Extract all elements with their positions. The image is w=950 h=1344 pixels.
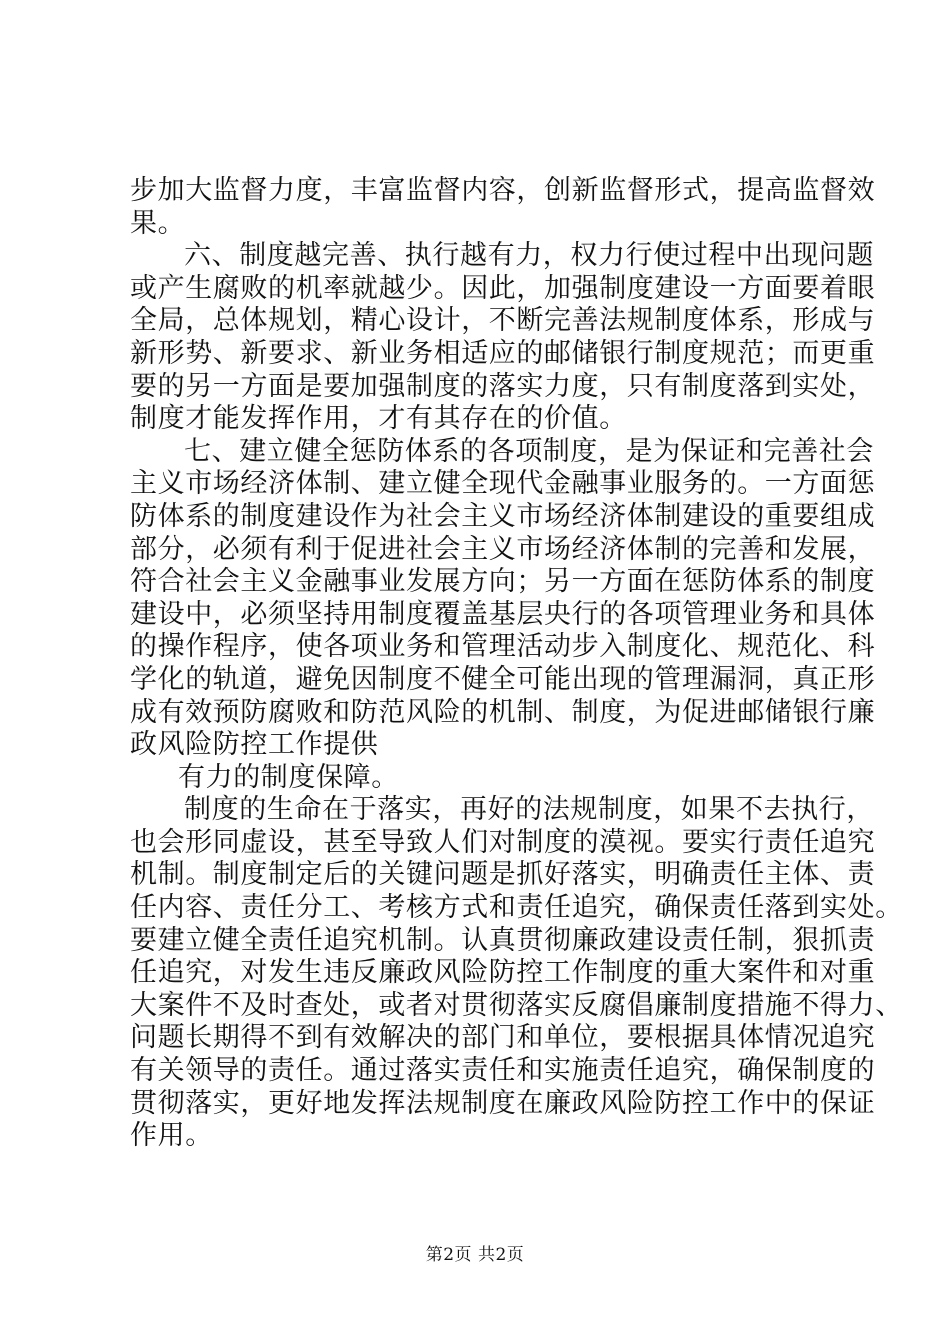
- text-line: 要建立健全责任追究机制。认真贯彻廉政建设责任制，狠抓责: [130, 924, 876, 956]
- text-line: 政风险防控工作提供: [130, 729, 379, 761]
- text-line: 制度才能发挥作用，才有其存在的价值。: [130, 403, 627, 435]
- page-number-footer: 第2页 共2页: [425, 1245, 525, 1265]
- paragraph-implementation-start: 制度的生命在于落实，再好的法规制度，如果不去执行，: [184, 794, 874, 826]
- text-line: 果。: [130, 207, 186, 239]
- text-line: 主义市场经济体制、建立健全现代金融事业服务的。一方面惩: [130, 468, 876, 500]
- body-text: [130, 175, 903, 1153]
- paragraph-continuation: 有力的制度保障。: [178, 761, 399, 793]
- text-line: 问题长期得不到有效解决的部门和单位，要根据具体情况追究: [130, 1022, 876, 1054]
- text-line: 部分，必须有利于促进社会主义市场经济体制的完善和发展，: [130, 533, 876, 565]
- text-line: 或产生腐败的机率就越少。因此，加强制度建设一方面要着眼: [130, 272, 876, 304]
- text-line: 防体系的制度建设作为社会主义市场经济体制建设的重要组成: [130, 500, 876, 532]
- text-line: 建设中，必须坚持用制度覆盖基层央行的各项管理业务和具体: [130, 598, 876, 630]
- text-line: 也会形同虚设，甚至导致人们对制度的漠视。要实行责任追究: [130, 826, 876, 858]
- text-line: 要的另一方面是要加强制度的落实力度，只有制度落到实处，: [130, 370, 876, 402]
- text-line: 的操作程序，使各项业务和管理活动步入制度化、规范化、科: [130, 631, 876, 663]
- paragraph-six-start: 六、制度越完善、执行越有力，权力行使过程中出现问题: [184, 240, 874, 272]
- text-line: 有关领导的责任。通过落实责任和实施责任追究，确保制度的: [130, 1055, 876, 1087]
- text-line: 成有效预防腐败和防范风险的机制、制度，为促进邮储银行廉: [130, 696, 876, 728]
- text-line: 符合社会主义金融事业发展方向；另一方面在惩防体系的制度: [130, 566, 876, 598]
- text-line: 任追究，对发生违反廉政风险防控工作制度的重大案件和对重: [130, 957, 876, 989]
- text-line: 机制。制度制定后的关键问题是抓好落实，明确责任主体、责: [130, 859, 876, 891]
- text-line: 步加大监督力度，丰富监督内容，创新监督形式，提高监督效: [130, 175, 876, 206]
- text-line: 大案件不及时查处，或者对贯彻落实反腐倡廉制度措施不得力、: [130, 989, 903, 1021]
- text-line: 任内容、责任分工、考核方式和责任追究，确保责任落到实处。: [130, 892, 903, 924]
- paragraph-seven-start: 七、建立健全惩防体系的各项制度，是为保证和完善社会: [184, 435, 874, 467]
- text-line: 新形势、新要求、新业务相适应的邮储银行制度规范；而更重: [130, 337, 876, 369]
- text-line: 学化的轨道，避免因制度不健全可能出现的管理漏洞，真正形: [130, 663, 876, 695]
- text-line: 贯彻落实，更好地发挥法规制度在廉政风险防控工作中的保证: [130, 1087, 876, 1119]
- text-line: 全局，总体规划，精心设计，不断完善法规制度体系，形成与: [130, 305, 876, 337]
- text-line: 作用。: [130, 1120, 213, 1152]
